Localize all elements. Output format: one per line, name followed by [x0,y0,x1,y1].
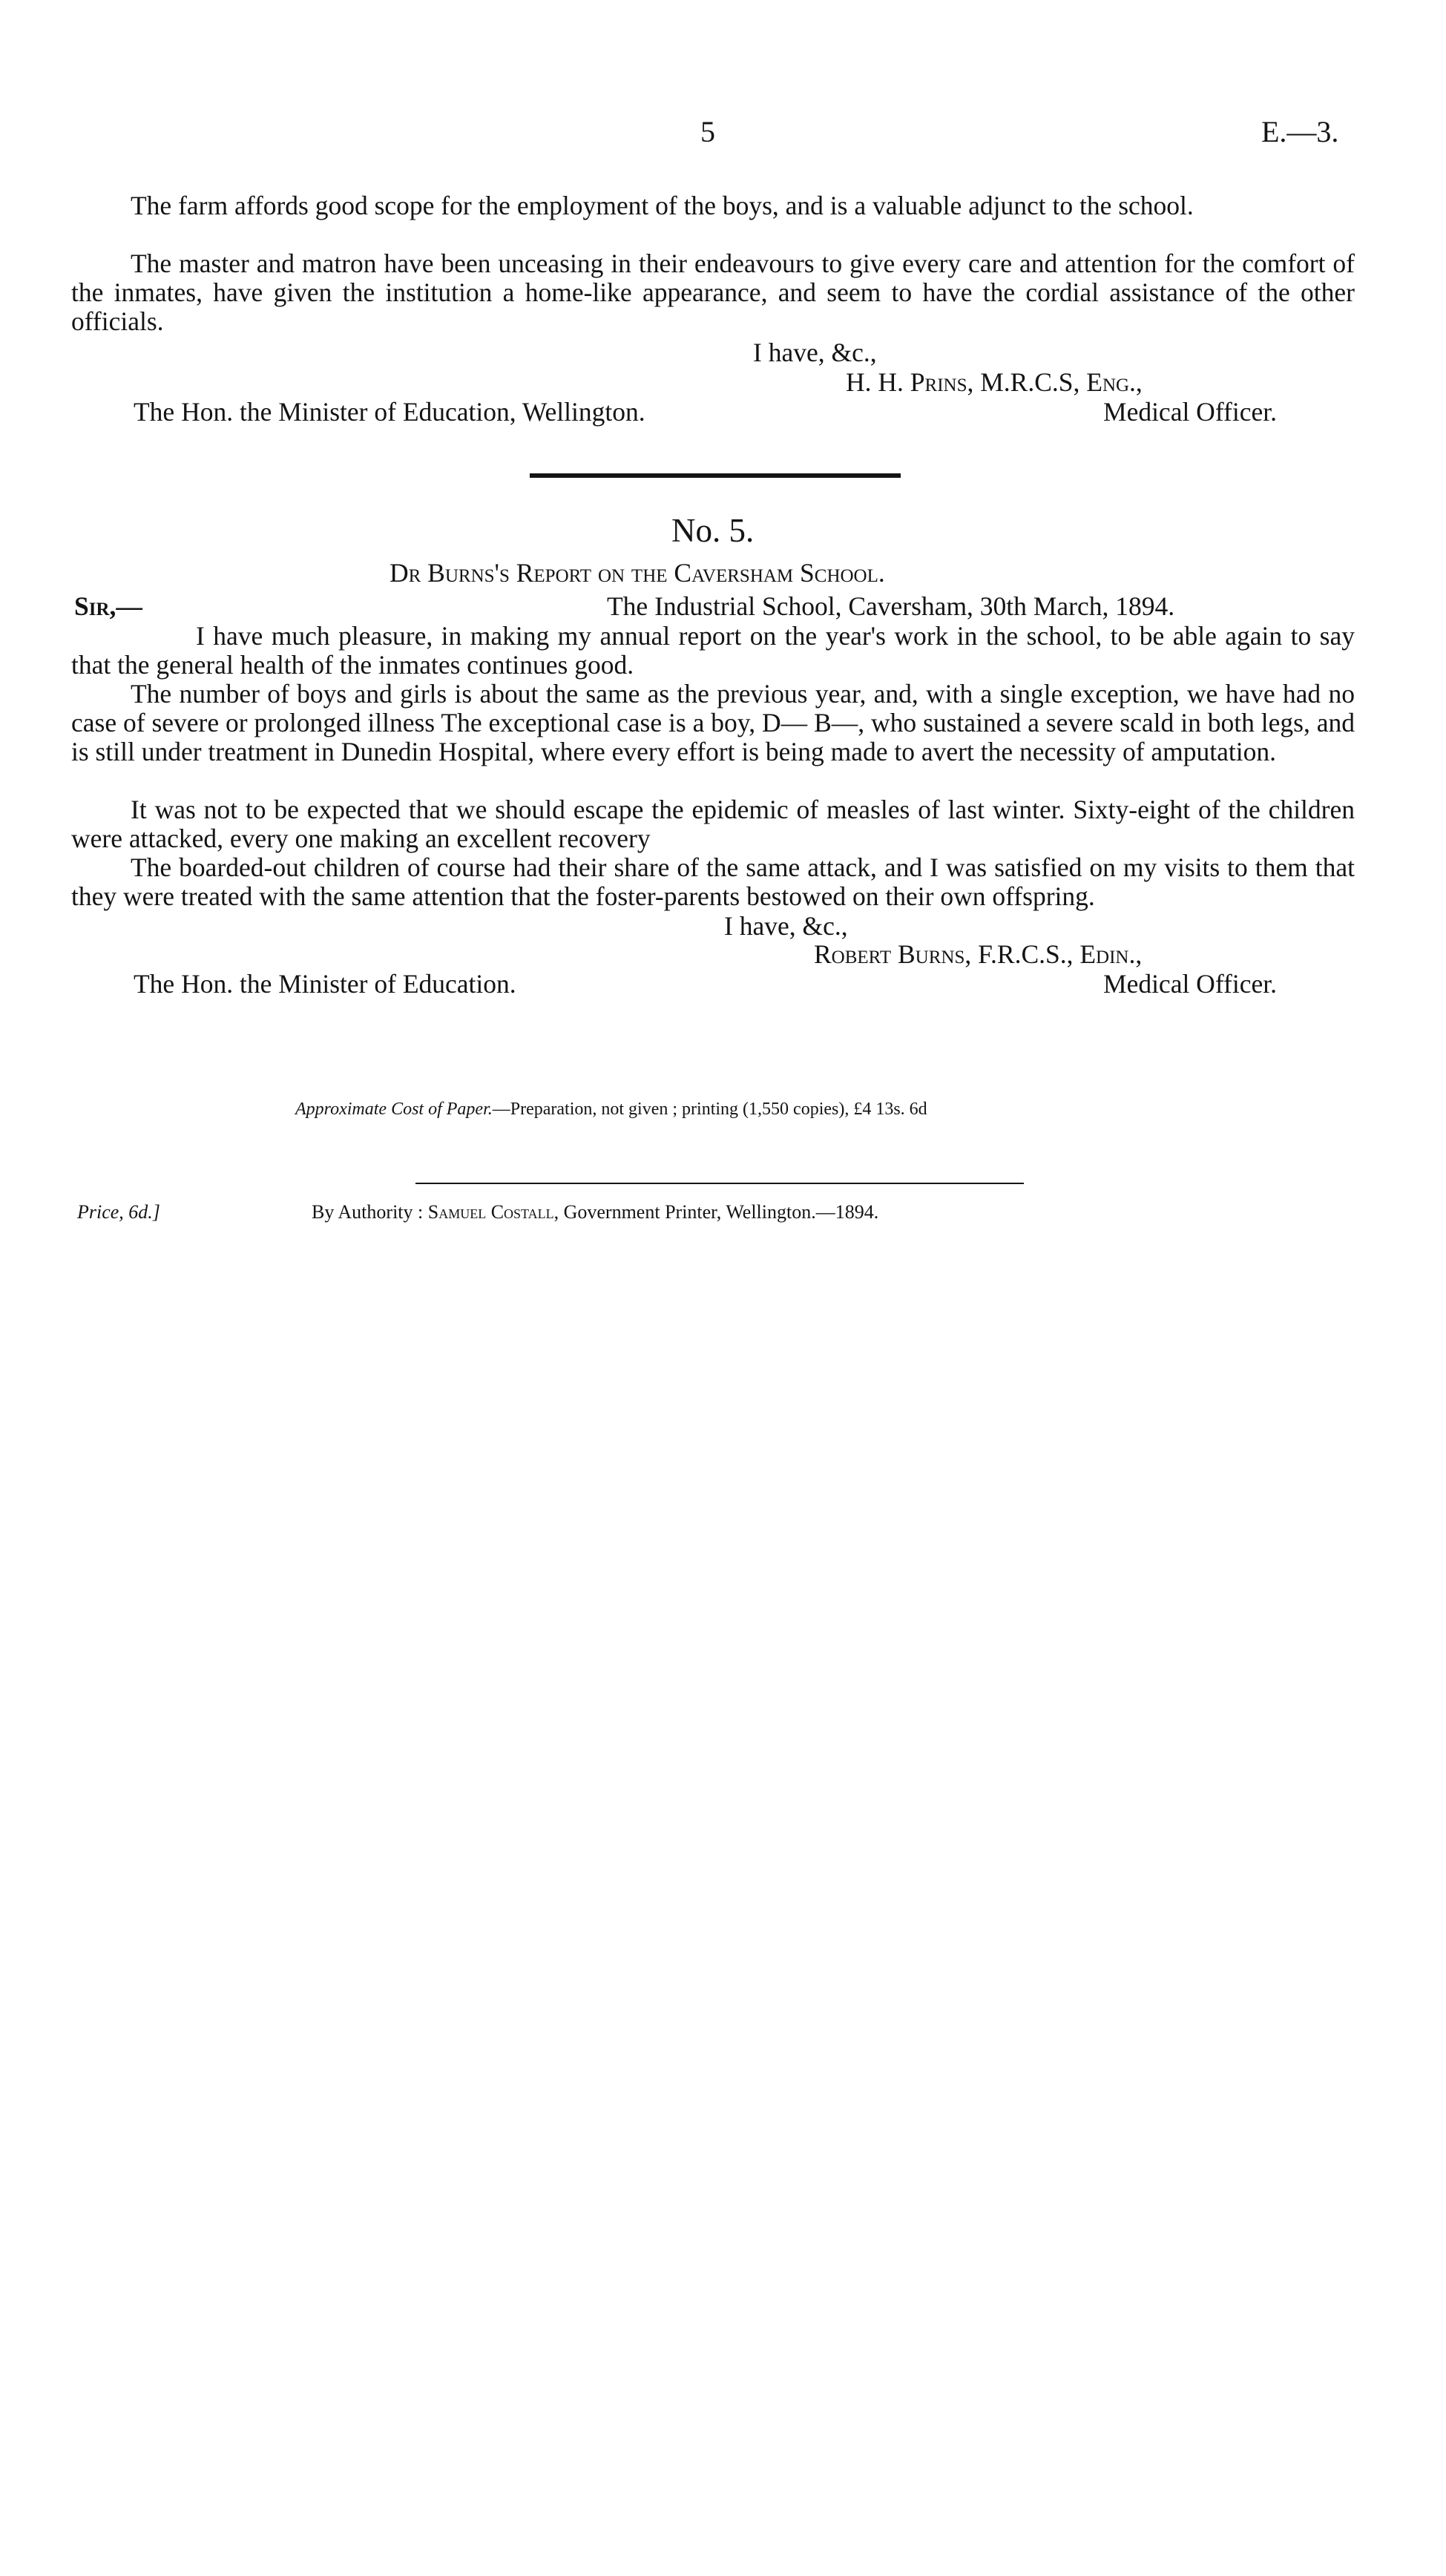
report-number: No. 5. [671,512,755,549]
addressee-minister-wellington: The Hon. the Minister of Education, Wellington. [134,397,645,427]
printer-name: Samuel Costall, [427,1201,559,1223]
printer-rest: Government Printer, Wellington.—1894. [563,1201,879,1223]
signature-burns: Robert Burns, F.R.C.S., Edin., [814,939,1143,969]
addressee-minister: The Hon. the Minister of Education. [134,969,516,999]
closing-line: I have, &c., [753,338,877,367]
footer-rule [415,1183,1024,1184]
salutation: Sir,— [74,591,142,621]
approximate-cost [295,1098,927,1120]
page-number: 5 [700,115,715,148]
cost-text: —Preparation, not given ; printing (1,550 copies), £4 13s. 6d [492,1100,927,1119]
authority-prefix: By Authority : [312,1201,424,1223]
paragraph-farm: The farm affords good scope for the employment of the boys, and is a valuable adjunct to the school. [131,191,1194,220]
price: Price, 6d.] [77,1201,160,1223]
signature-prins: H. H. Prins, M.R.C.S, Eng., [846,367,1143,397]
paragraph-master-matron: The master and matron have been unceasing in their endeavours to give every care and attention for the comfort of the inmates, have given the institution a home-like appearance, and seem to have the cordial assistance of the other officials. [71,249,1355,336]
printer-authority [312,1200,878,1224]
signature-title: Medical Officer. [1103,397,1277,427]
dateline: The Industrial School, Caversham, 30th March, 1894. [607,591,1175,621]
document-reference: E.—3. [1261,115,1339,148]
paragraph-measles: It was not to be expected that we should escape the epidemic of measles of last winter. Sixty-eight of the children were attacked, every one making an excellent recovery [71,795,1355,853]
closing-line-burns: I have, &c., [724,911,848,941]
paragraph-health: I have much pleasure, in making my annual report on the year's work in the school, to be able again to say that the general health of the inmates continues good. [71,621,1355,680]
cost-label: Approximate Cost of Paper. [295,1100,493,1119]
signature-title-burns: Medical Officer. [1103,969,1277,999]
section-divider [530,473,901,478]
report-title: Dr Burns's Report on the Caversham School. [390,558,885,588]
paragraph-boarded-out: The boarded-out children of course had their share of the same attack, and I was satisfied on my visits to them that they were treated with the same attention that the foster-parents bestowed on their own offspring. [71,852,1355,911]
paragraph-numbers-illness: The number of boys and girls is about the same as the previous year, and, with a single exception, we have had no case of severe or prolonged illness The exceptional case is a boy, D— B—, who sustained a severe scald in both legs, and is still under treatment in Dunedin Hospital, where every effort is being made to avert the necessity of amputation. [71,679,1355,766]
